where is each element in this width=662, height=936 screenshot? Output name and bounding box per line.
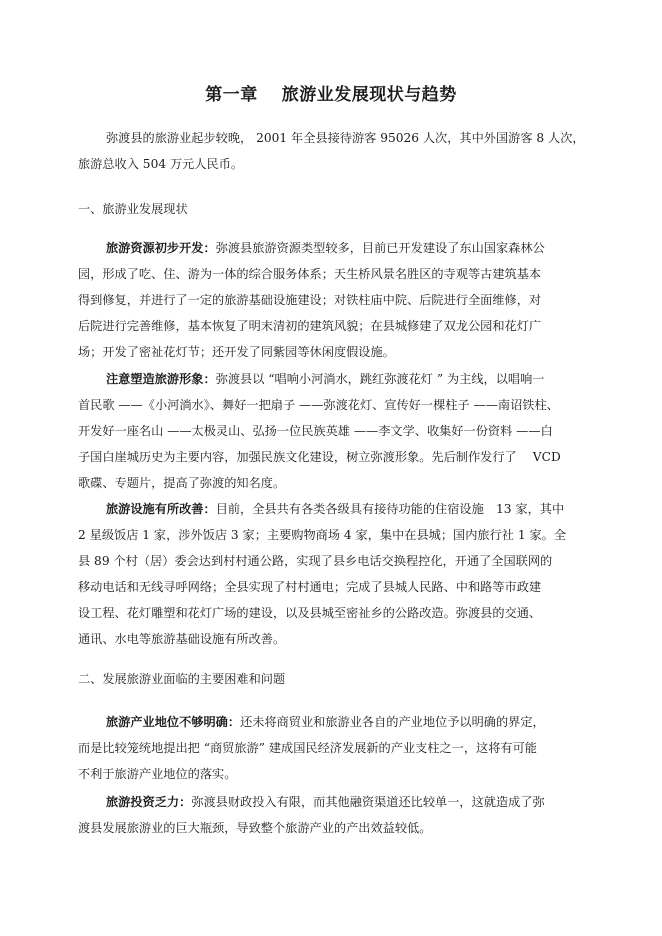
section-heading-2: 二、发展旅游业面临的主要困难和问题 (78, 672, 286, 686)
text-line (78, 496, 608, 522)
text-span: 弥渡县财政投入有限，而其他融资渠道还比较单一，这就造成了弥 (191, 795, 545, 809)
paragraph-lead: 旅游投资乏力： (106, 795, 192, 809)
text-line: 移动电话和无线寻呼网络；全县实现了村村通电；完成了县城人民路、中和路等市政建 (78, 580, 542, 594)
text-line: 首民歌 ——《小河淌水》、舞好一把扇子 ——弥渡花灯、宣传好一棵柱子 ——南诏铁柱、 (78, 398, 559, 412)
text-line: 县 89 个村（居）委会达到村村通公路，实现了县乡电话交换程控化，开通了全国联网的 (78, 554, 553, 568)
text-line (78, 235, 608, 261)
paragraph-lead: 旅游产业地位不够明确： (106, 715, 241, 729)
text-line: 场；开发了密祉花灯节；还开发了同紫园等休闲度假设施。 (78, 345, 395, 359)
text-span: 弥渡县以 “唱响小河淌水，跳红弥渡花灯 ” 为主线，以唱响一 (215, 372, 545, 386)
paragraph-industry-status (78, 709, 608, 787)
paragraph-lead: 旅游设施有所改善： (106, 502, 216, 516)
text-line: 开发好一座名山 ——太极灵山、弘扬一位民族英雄 ——李文学、收集好一份资料 ——白 (78, 424, 553, 438)
text-line (78, 366, 608, 392)
text-line (78, 789, 608, 815)
section-heading-1: 一、旅游业发展现状 (78, 202, 188, 216)
text-line: 设工程、花灯雕塑和花灯广场的建设，以及县城至密祉乡的公路改造。弥渡县的交通、 (78, 606, 542, 620)
text-line: 园，形成了吃、住、游为一体的综合服务体系；天生桥风景名胜区的寺观等古建筑基本 (78, 267, 542, 281)
paragraph-lead: 注意塑造旅游形象： (106, 372, 216, 386)
paragraph-resource-development (78, 235, 608, 365)
text-span: 还未将商贸业和旅游业各自的产业地位予以明确的界定， (240, 715, 545, 729)
text-line: 弥渡县的旅游业起步较晚， 2001 年全县接待游客 95026 人次，其中外国游客 8 人次， (106, 131, 585, 145)
text-line: 得到修复，并进行了一定的旅游基础设施建设；对铁柱庙中院、后院进行全面维修，对 (78, 293, 542, 307)
paragraph-tourism-image (78, 366, 608, 496)
paragraph-facilities (78, 496, 608, 652)
chapter-title: 第一章 旅游业发展现状与趋势 (205, 85, 457, 105)
text-line: 旅游总收入 504 万元人民币。 (78, 157, 244, 171)
text-span: 目前，全县共有各类各级具有接待功能的住宿设施 13 家，其中 (215, 502, 565, 516)
text-line (78, 709, 608, 735)
text-line: 而是比较笼统地提出把 “商贸旅游” 建成国民经济发展新的产业支柱之一，这将有可能 (78, 741, 537, 755)
text-line: 后院进行完善维修，基本恢复了明末清初的建筑风貌；在县城修建了双龙公园和花灯广 (78, 319, 542, 333)
text-span: 弥渡县旅游资源类型较多，目前已开发建设了东山国家森林公 (215, 241, 545, 255)
text-line: 歌碟、专题片，提高了弥渡的知名度。 (78, 476, 286, 490)
text-line: 不利于旅游产业地位的落实。 (78, 767, 237, 781)
text-line: 子国白崖城历史为主要内容，加强民族文化建设，树立弥渡形象。先后制作发行了 VCD (78, 450, 561, 464)
paragraph-lead: 旅游资源初步开发： (106, 241, 216, 255)
paragraph-investment (78, 789, 608, 841)
text-line: 渡县发展旅游业的巨大瓶颈，导致整个旅游产业的产出效益较低。 (78, 821, 432, 835)
text-line: 通讯、水电等旅游基础设施有所改善。 (78, 632, 286, 646)
intro-paragraph (78, 125, 608, 177)
text-line: 2 星级饭店 1 家，涉外饭店 3 家；主要购物商场 4 家，集中在县城；国内旅行社 1 家。全 (78, 528, 567, 542)
